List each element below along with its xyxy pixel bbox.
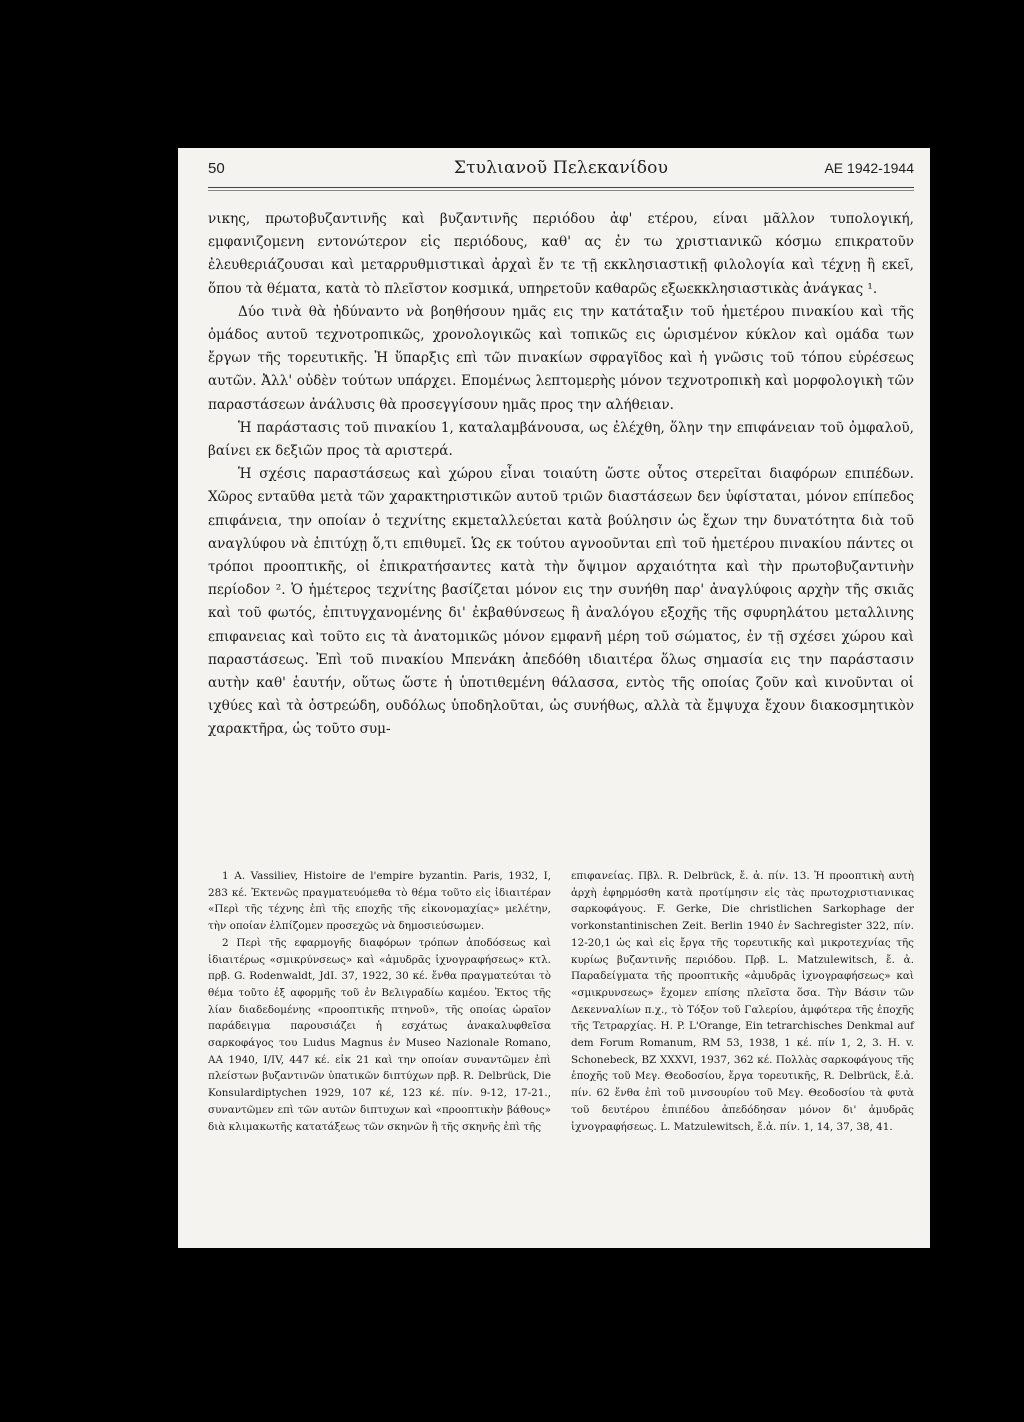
page-header: [208, 158, 914, 184]
paragraph: Ἡ σχέσις παραστάσεως καὶ χώρου εἶναι τοιαύτη ὥστε οὗτος στερεῖται διαφόρων επιπέδων. Χῶρος ενταῦθα μετὰ τῶν χαρακτηριστικῶν αυτοῦ τριῶν διαστάσεων δεν ὑφίσταται, μόνον επίπεδος επιφάνεια, την οποίαν ὁ τεχνίτης εκμεταλλεύεται κατὰ βούλησιν ὡς ἔχων την δυνατότητα διὰ τοῦ αναγλύφου νὰ ἐπιτύχῃ ὅ,τι επιθυμεῖ. Ὡς εκ τούτου αγνοοῦνται επὶ τοῦ ἡμετέρου πινακίου πάντες οι τρόποι προοπτικῆς, οἱ ἐπικρατήσαντες κατὰ τὴν ὄψιμον αρχαιότητα καὶ τὴν πρωτοβυζαντινὴν περίοδον ². Ὁ ἡμέτερος τεχνίτης βασίζεται μόνον εις την συνήθη παρ' ἀναγλύφοις αρχὴν τῆς σκιᾶς καὶ τοῦ φωτός, ἐπιτυγχανομένης δι' ἐκβαθύνσεως ἢ ἀναλόγου εξοχῆς τῆς σφυρηλάτου μεταλλινης επιφανειας καὶ τοῦτο εις τὰ ἀνατομικῶς μόνον εμφανῆ μέρη τοῦ σώματος, ἐν τῇ σχέσει χώρου καὶ παραστάσεως. Ἐπὶ τοῦ πινακίου Μπενάκη ἀπεδόθη ιδιαιτέρα ὅλως σημασία εις την παράστασιν αυτὴν καθ' ἑαυτήν, οὕτως ὥστε ἡ ὑποτιθεμένη θάλασσα, εντὸς τῆς οποίας ζοῦν καὶ κινοῦνται οἱ ιχθύες καὶ τὰ ὀστρεώδη, ουδόλως ὑποδηλοῦται, ὡς συνήθως, αλλὰ τὰ ἔμψυχα ἔχουν διακοσμητικὸν χαρακτῆρα, ὡς τοῦτο συμ-: [208, 466, 914, 738]
footnotes-right-column: [571, 868, 914, 1135]
footnote-2-continued: επιφανείας. Πβλ. R. Delbrück, ἔ. ἀ. πίν. 13. Ἡ προοπτικὴ αυτὴ ἀρχὴ ἐφηρμόσθη κατὰ προτίμησιν εἰς τὰς πρωτοχριστιανικας σαρκοφάγους. F. Gerke, Die christlichen Sarkophage der vorkonstantinischen Zeit. Berlin 1940 ἐν Sachregister 322, πίν. 12-20,1 ὡς καὶ εἰς ἔργα τῆς τορευτικῆς καὶ μικροτεχνίας τῆς κυρίως βυζαντινῆς περιόδου. Πρβ. L. Matzulewitsch, ἔ. ἀ. Παραδείγματα τῆς προοπτικῆς «ἀμυδρᾶς ἰχνογραφήσεως» καὶ «σμικρυνσεως» ἔχομεν επίσης πλεῖστα ὅσα. Τὴν Βάσιν τῶν Δεκενναλίων π.χ., τὸ Τόξον τοῦ Γαλερίου, ἀμφότερα τῆς ἐποχῆς τῆς Τετραρχίας. H. P. L'Orange, Ein tetrarchisches Denkmal auf dem Forum Romanum, RM 53, 1938, 1 κέ. πίν 1, 2, 3. H. v. Schonebeck, BZ XXXVI, 1937, 362 κέ. Πολλὰς σαρκοφάγους τῆς ἐποχῆς τοῦ Μεγ. Θεοδοσίου, ἔργα τορευτικῆς, R. Delbrück, ἔ.ἀ. πίν. 62 ἔνθα ἐπὶ τοῦ μινσουρίου τοῦ Μεγ. Θεοδοσίου τὰ φυτὰ τοῦ δευτέρου ἐπιπέδου ἀπεδόδησαν μόνον δι' ἀμυδρᾶς ἰχνογραφήσεως. L. Matzulewitsch, ἔ.ἀ. πίν. 1, 14, 37, 38, 41.: [571, 870, 914, 1133]
paragraph: Δύο τινὰ θὰ ἠδύναντο νὰ βοηθήσουν ημᾶς εις την κατάταξιν τοῦ ἡμετέρου πινακίου καὶ τῆς ὁμάδος αυτοῦ τεχνοτροπικῶς, χρονολογικῶς καὶ τοπικῶς εις ὡρισμένον κύκλον καὶ ομάδα των ἔργων τῆς τορευτικῆς. Ἡ ὕπαρξις επὶ τῶν πινακίων σφραγῖδος καὶ ἡ γνῶσις τοῦ τόπου εὑρέσεως αυτῶν. Ἀλλ' οὐδὲν τούτων υπάρχει. Επομένως λεπτομερὴς μόνον τεχνοτροπικὴ καὶ μορφολογικὴ τῶν παραστάσεων ἀνάλυσις θὰ προσεγγίσουν ημᾶς προς την αλήθειαν.: [208, 303, 914, 413]
paragraph: νικης, πρωτοβυζαντινῆς καὶ βυζαντινῆς περιόδου ἀφ' ετέρου, είναι μᾶλλον τυπολογική, εμφανιζομενη εντονώτερον εἰς περιόδους, καθ' ας ἐν τω χριστιανικῶ κόσμω επικρατοῦν ἐλευθεριάζουσαι καὶ μεταρρυθμιστικαὶ ἀρχαὶ ἔν τε τῇ εκκλησιαστικῇ φιλολογία καὶ τέχνῃ ἢ εκεῖ, ὅπου τὰ θέματα, κατὰ τὸ πλεῖστον κοσμικά, υπηρετοῦν καθαρῶς εξωεκκλησιαστικὰς ἀνάγκας ¹.: [208, 211, 914, 297]
running-title: Στυλιανοῦ Πελεκανίδου: [453, 158, 669, 178]
header-rule-secondary: [208, 190, 914, 191]
paragraph: Ἡ παράστασις τοῦ πινακίου 1, καταλαμβάνουσα, ως ἐλέχθη, ὅλην την επιφάνειαν τοῦ ὀμφαλοῦ, βαίνει εκ δεξιῶν προς τὰ αριστερά.: [208, 419, 914, 460]
footnote-1: 1 A. Vassiliev, Histoire de l'empire byzantin. Paris, 1932, I, 283 κέ. Ἐκτενῶς πραγματευόμεθα τὸ θέμα τοῦτο εἰς ἰδιαιτέραν «Περὶ τῆς τέχνης ἐπὶ τῆς εποχῆς τῆς εἰκονομαχίας» μελέτην, τὴν οποίαν ἐλπίζομεν προσεχῶς νὰ δημοσιεύσωμεν.: [208, 870, 551, 933]
footnotes-left-column: [208, 868, 551, 1135]
footnote-2: 2 Περὶ τῆς εφαρμογῆς διαφόρων τρόπων ἀποδόσεως καὶ ἰδιαιτέρως «σμικρύνσεως» καὶ «ἀμυδρᾶς ἰχνογραφήσεως» κτλ. πρβ. G. Rodenwaldt, JdI. 37, 1922, 30 κέ. ἔνθα πραγματεύται τὸ θέμα τοῦτο ἐξ αφορμῆς τοῦ ἐν Βελιγραδίω καμέου. Ἐκτος τῆς λίαν διαδεδομένης «προοπτικῆς πτηνοῦ», τῆς οποίας ὡραῖον παράδειγμα παρουσιάζει ἡ εσχάτως ἀνακαλυφθεῖσα σαρκοφάγος του Ludus Magnus ἐν Museo Nazionale Romano, AA 1940, I/IV, 447 κέ. εἰκ 21 καὶ την οποίαν συναντῶμεν ἐπὶ πλείστων βυζαντινῶν ὑπατικῶν διπτύχων πρβ. R. Delbrück, Die Konsulardiptychen 1929, 107 κέ, 123 κέ. πίν. 9-12, 17-21., συναντῶμεν επὶ τῶν αυτῶν διπτυχων καὶ «προοπτικὴν βάθους» διὰ κλιμακωτῆς κατατάξεως τῶν σκηνῶν ἢ τῆς σκηνῆς ἐπὶ τῆς: [208, 936, 551, 1133]
main-text: [208, 208, 914, 742]
journal-volume: ΑΕ 1942-1944: [824, 160, 914, 176]
header-rule: [208, 187, 914, 188]
page-number: 50: [208, 160, 225, 177]
